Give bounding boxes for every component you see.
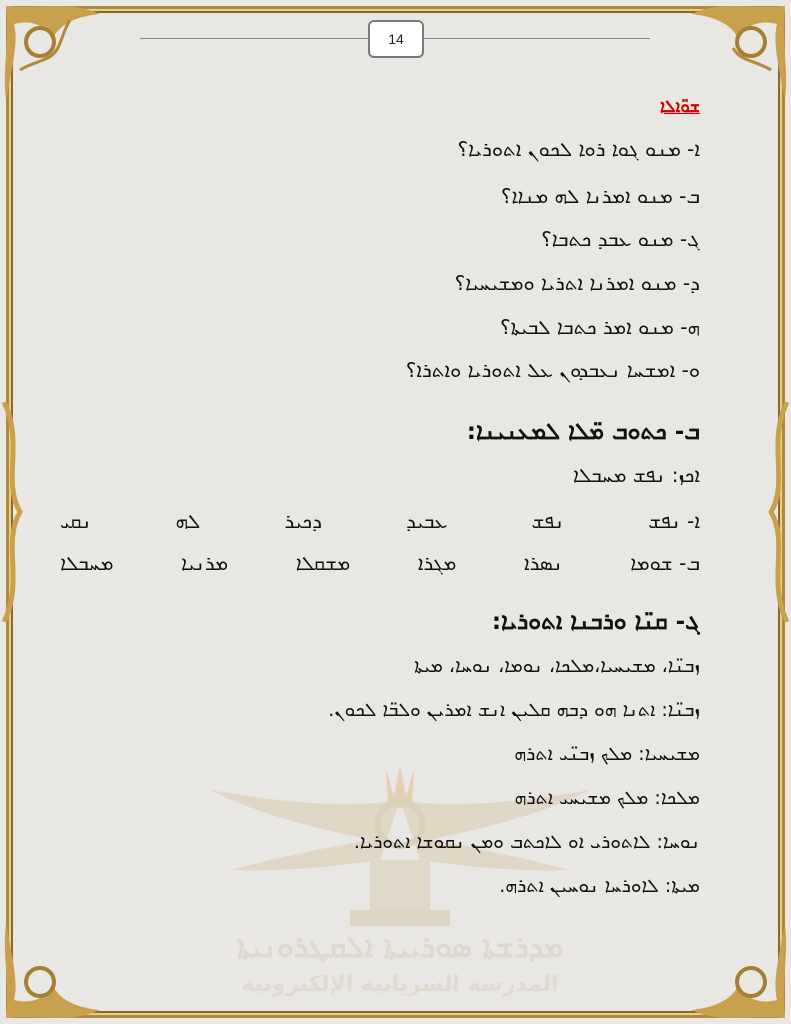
text-line: ܡܠܟܐ: ܡܠܟ ܡܫܝܚܝ ܐܬܪܗ	[514, 787, 700, 809]
header-rule	[420, 38, 650, 39]
question-line: ܗ- ܡܢܘ ܐܡܪ ܟܬܒܐ ܠܒܝܬܐ؟	[500, 315, 700, 339]
section-c-heading: ܓ- ܩܢ̈ܐ ܘܪܒܢܐ ܐܬܘܪܝܐ:	[491, 609, 700, 635]
word-cell: ܡܪܢܝܐ	[181, 551, 229, 575]
word-cell: ܠܗ	[175, 509, 201, 533]
question-line: ܘ- ܐܡܫܚܐ ܢܥܒܕܘܢ ܥܠ ܐܬܘܪܝܐ ܘܐܬܪܐ؟	[405, 358, 700, 382]
word-cell: ܡܫܩܠܐ	[295, 551, 351, 575]
text-line: ܡܫܝܚܝܐ: ܡܠܟ ܙܒܢ̈ܝ ܐܬܪܗ	[514, 743, 700, 765]
word-cell: ܒ- ܫܘܡܐ	[630, 551, 700, 575]
example-line: ܐܟܙ: ܢܦܫ ܡܚܒܠܐ	[573, 463, 700, 487]
word-cell: ܡܓܪܐ	[417, 551, 457, 575]
question-line: ܓ- ܡܢܘ ܥܒܕ ܟܬܒܐ؟	[541, 227, 700, 251]
word-cell: ܐ- ܢܦܫ	[648, 509, 700, 533]
word-cell: ܥܒܝܕ	[406, 509, 448, 533]
word-cell: ܢܣܪܐ	[524, 551, 563, 575]
question-line: ܐ- ܡܢܘ ܓܘܐ ܪܘܐ ܠܟܘܢ ܐܬܘܪܝܐ؟	[457, 137, 700, 161]
ornament-side-icon	[0, 402, 26, 622]
ornament-side-icon	[765, 402, 791, 622]
word-cell: ܢܦܫ	[531, 509, 565, 533]
page-number: 14	[368, 20, 424, 58]
text-line: ܙܒܢ̈ܐ: ܐܬܢܐ ܗܘ ܕܒܗ ܩܠܝܢ ܐܢܫ ܐܡܪܝܢ ܘܠܒ̈ܐ ܠܟܘܢ.	[328, 699, 700, 721]
question-line: ܕ- ܡܢܘ ܐܡܪܢܐ ܐܬܪܝܐ ܘܡܫܝܚܝܐ؟	[454, 271, 700, 295]
ornament-corner-icon	[0, 904, 120, 1024]
word-cell: ܢܩܝ	[60, 509, 92, 533]
watermark-syriac-text: ܡܕܪܫܬܐ ܣܘܪܝܝܬܐ ܐܠܩܛܪܘܢܝܬܐ	[236, 930, 564, 965]
header-rule	[140, 38, 368, 39]
word-row-b	[60, 551, 700, 575]
text-line: ܡܝܬܐ: ܠܐܘܪܚܐ ܢܘܚܝܢ ܐܬܪܗ.	[499, 875, 700, 897]
text-line: ܙܒܢ̈ܐ، ܡܫܝܚܝܐ،ܡܠܟܐ، ܢܘܡܐ، ܢܘܚܐ، ܡܝܬܐ	[414, 655, 700, 677]
word-cell: ܡܚܒܠܐ	[60, 551, 114, 575]
question-line: ܒ- ܡܢܘ ܐܡܪܢܐ ܠܗ ܡܢܐܐ؟	[500, 184, 700, 208]
section-title: ܫܘ̈ܐܠܐ	[659, 97, 700, 117]
section-b-heading: ܒ- ܟܬܘܒ ܡ̈ܠܐ ܠܡܥܢܝܢܐ:	[466, 419, 700, 445]
ornament-corner-icon	[671, 904, 791, 1024]
word-cell: ܕܟܝܪ	[284, 509, 322, 533]
word-row-a	[60, 509, 700, 533]
watermark-arabic-text: المدرسة السريانية الإلكترونية	[241, 972, 559, 997]
ornament-corner-icon	[0, 0, 120, 120]
text-line: ܢܘܚܐ: ܠܐܬܘܪܝ ܐܘ ܠܐܟܬܒ ܘܡܢ ܢܩܘܫܐ ܐܬܘܪܝܐ.	[353, 831, 700, 853]
